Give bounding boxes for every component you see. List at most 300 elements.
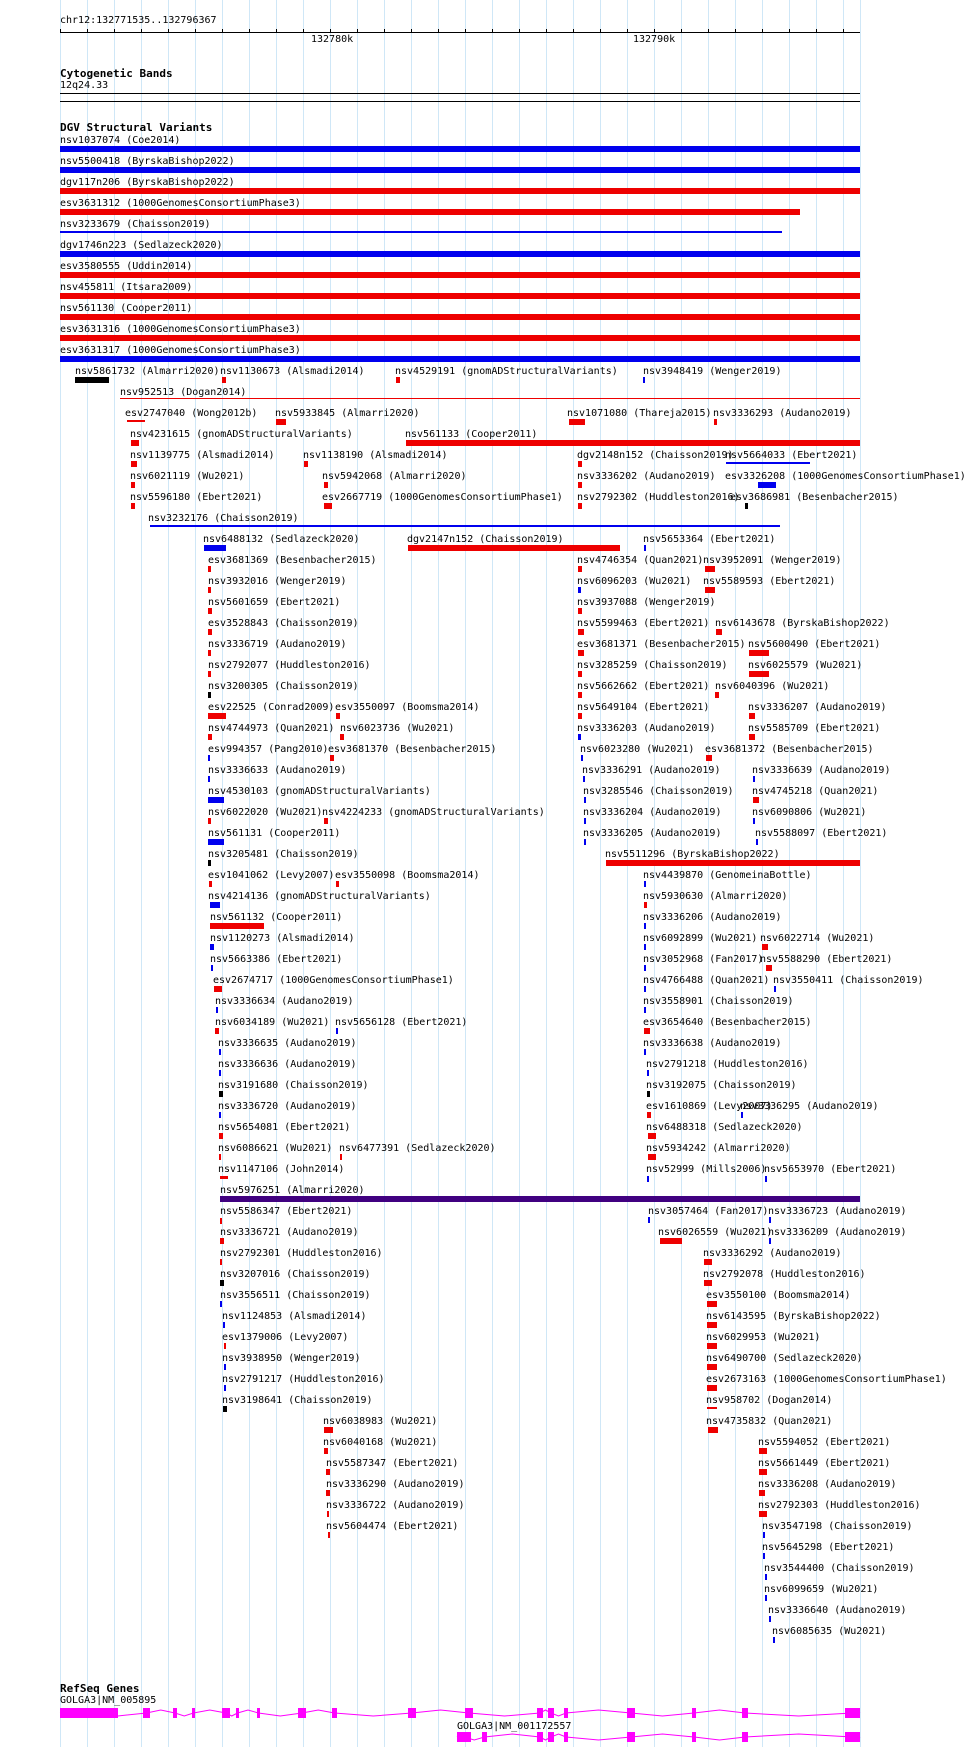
variant-label[interactable]: nsv1130673 (Alsmadi2014) [220,366,365,377]
variant-label[interactable]: nsv6021119 (Wu2021) [130,471,245,482]
variant-bar[interactable] [578,587,581,593]
variant-label[interactable]: nsv5589593 (Ebert2021) [703,576,836,587]
variant-label[interactable]: nsv3052968 (Fan2017) [643,954,764,965]
variant-bar[interactable] [340,734,344,740]
variant-bar[interactable] [340,1154,342,1160]
variant-bar[interactable] [644,965,646,971]
variant-label[interactable]: nsv3336639 (Audano2019) [752,765,891,776]
variant-bar[interactable] [276,419,286,425]
variant-bar[interactable] [716,629,722,635]
variant-label[interactable]: nsv5653364 (Ebert2021) [643,534,776,545]
variant-bar[interactable] [644,881,646,887]
variant-bar[interactable] [707,1385,717,1391]
variant-bar[interactable] [208,776,210,782]
variant-bar[interactable] [644,545,646,551]
variant-bar[interactable] [578,608,582,614]
variant-bar[interactable] [707,1364,717,1370]
variant-bar[interactable] [131,440,139,446]
variant-bar[interactable] [705,587,715,593]
variant-bar[interactable] [578,692,582,698]
variant-bar[interactable] [644,1049,646,1055]
variant-bar[interactable] [223,1322,225,1328]
variant-label[interactable]: esv1041062 (Levy2007) [208,870,335,881]
variant-bar[interactable] [208,734,212,740]
variant-bar[interactable] [208,755,210,761]
variant-label[interactable]: nsv5596180 (Ebert2021) [130,492,263,503]
variant-label[interactable]: nsv3336633 (Audano2019) [208,765,347,776]
variant-bar[interactable] [707,1407,717,1409]
variant-label[interactable]: nsv1124853 (Alsmadi2014) [222,1311,367,1322]
variant-bar[interactable] [578,461,582,467]
variant-bar[interactable] [578,734,581,740]
variant-label[interactable]: nsv1120273 (Alsmadi2014) [210,933,355,944]
variant-bar[interactable] [219,1112,221,1118]
variant-bar[interactable] [324,1427,333,1433]
variant-label[interactable]: esv3326208 (1000GenomesConsortiumPhase1) [725,471,966,482]
variant-label[interactable]: nsv3544400 (Chaisson2019) [764,1563,915,1574]
variant-bar[interactable] [644,944,646,950]
variant-label[interactable]: nsv3550411 (Chaisson2019) [773,975,924,986]
variant-bar[interactable] [759,1469,767,1475]
variant-bar[interactable] [60,188,860,194]
variant-bar[interactable] [769,1616,771,1622]
variant-label[interactable]: dgv1746n223 (Sedlazeck2020) [60,240,223,251]
variant-bar[interactable] [324,503,332,509]
variant-label[interactable]: nsv5588290 (Ebert2021) [760,954,893,965]
variant-label[interactable]: nsv4529191 (gnomADStructuralVariants) [395,366,618,377]
variant-bar[interactable] [647,1070,649,1076]
variant-bar[interactable] [715,692,719,698]
transcript-label[interactable]: GOLGA3|NM_005895 [60,1695,157,1706]
variant-bar[interactable] [583,776,585,782]
variant-label[interactable]: nsv6038983 (Wu2021) [323,1416,438,1427]
variant-label[interactable]: esv3550098 (Boomsma2014) [335,870,480,881]
variant-label[interactable]: nsv6490700 (Sedlazeck2020) [706,1353,863,1364]
variant-label[interactable]: nsv5604474 (Ebert2021) [326,1521,459,1532]
variant-bar[interactable] [215,1028,219,1034]
variant-label[interactable]: nsv5653970 (Ebert2021) [764,1164,897,1175]
variant-label[interactable]: nsv3336203 (Audano2019) [577,723,716,734]
variant-bar[interactable] [769,1238,771,1244]
variant-label[interactable]: esv3654640 (Besenbacher2015) [643,1017,812,1028]
variant-bar[interactable] [219,1154,221,1160]
variant-bar[interactable] [753,776,755,782]
variant-bar[interactable] [578,482,582,488]
variant-label[interactable]: nsv5662662 (Ebert2021) [577,681,710,692]
variant-label[interactable]: nsv5661449 (Ebert2021) [758,1458,891,1469]
variant-label[interactable]: nsv3192075 (Chaisson2019) [646,1080,797,1091]
variant-bar[interactable] [60,167,860,173]
variant-bar[interactable] [578,629,584,635]
variant-bar[interactable] [766,965,772,971]
variant-label[interactable]: nsv5656128 (Ebert2021) [335,1017,468,1028]
variant-label[interactable]: nsv3336721 (Audano2019) [220,1227,359,1238]
variant-label[interactable]: nsv3336206 (Audano2019) [643,912,782,923]
variant-label[interactable]: nsv3336209 (Audano2019) [768,1227,907,1238]
variant-bar[interactable] [741,1112,743,1118]
variant-label[interactable]: nsv2792078 (Huddleston2016) [703,1269,866,1280]
variant-label[interactable]: nsv2792302 (Huddleston2016) [577,492,740,503]
variant-bar[interactable] [749,713,755,719]
variant-label[interactable]: nsv3233679 (Chaisson2019) [60,219,211,230]
variant-label[interactable]: esv22525 (Conrad2009) [208,702,335,713]
variant-label[interactable]: nsv2791218 (Huddleston2016) [646,1059,809,1070]
variant-bar[interactable] [224,1343,226,1349]
variant-label[interactable]: dgv2147n152 (Chaisson2019) [407,534,564,545]
variant-bar[interactable] [408,545,620,551]
variant-label[interactable]: dgv117n206 (ByrskaBishop2022) [60,177,235,188]
variant-label[interactable]: nsv3336204 (Audano2019) [583,807,722,818]
variant-label[interactable]: nsv5934242 (Almarri2020) [646,1143,791,1154]
variant-bar[interactable] [220,1259,222,1265]
variant-bar[interactable] [210,944,214,950]
variant-bar[interactable] [211,965,213,971]
variant-label[interactable]: nsv5600490 (Ebert2021) [748,639,881,650]
variant-label[interactable]: nsv5601659 (Ebert2021) [208,597,341,608]
variant-label[interactable]: nsv4530103 (gnomADStructuralVariants) [208,786,431,797]
variant-bar[interactable] [644,1007,646,1013]
variant-bar[interactable] [60,356,860,362]
variant-label[interactable]: esv994357 (Pang2010) [208,744,329,755]
variant-label[interactable]: nsv1139775 (Alsmadi2014) [130,450,275,461]
variant-bar[interactable] [131,503,135,509]
variant-bar[interactable] [220,1238,224,1244]
variant-label[interactable]: nsv3948419 (Wenger2019) [643,366,782,377]
variant-bar[interactable] [396,377,400,383]
variant-label[interactable]: nsv3336722 (Audano2019) [326,1500,465,1511]
variant-bar[interactable] [765,1176,767,1182]
variant-label[interactable]: nsv3336634 (Audano2019) [215,996,354,1007]
gene-structure[interactable] [0,1705,890,1721]
variant-label[interactable]: nsv3336719 (Audano2019) [208,639,347,650]
variant-label[interactable]: nsv3336292 (Audano2019) [703,1248,842,1259]
variant-bar[interactable] [643,377,645,383]
variant-label[interactable]: nsv4766488 (Quan2021) [643,975,770,986]
variant-label[interactable]: esv3681371 (Besenbacher2015) [577,639,746,650]
variant-label[interactable]: nsv4745218 (Quan2021) [752,786,879,797]
variant-bar[interactable] [759,1448,767,1454]
variant-label[interactable]: nsv1037074 (Coe2014) [60,135,181,146]
variant-bar[interactable] [774,986,776,992]
variant-bar[interactable] [208,587,211,593]
variant-bar[interactable] [714,419,717,425]
variant-bar[interactable] [749,650,769,656]
variant-bar[interactable] [208,713,226,719]
variant-label[interactable]: nsv5587347 (Ebert2021) [326,1458,459,1469]
variant-label[interactable]: nsv6022020 (Wu2021) [208,807,323,818]
variant-bar[interactable] [324,818,328,824]
variant-label[interactable]: esv3580555 (Uddin2014) [60,261,193,272]
variant-bar[interactable] [578,713,582,719]
variant-bar[interactable] [208,608,212,614]
variant-label[interactable]: esv3631317 (1000GenomesConsortiumPhase3) [60,345,301,356]
variant-label[interactable]: dgv2148n152 (Chaisson2019) [577,450,734,461]
variant-label[interactable]: nsv6040168 (Wu2021) [323,1437,438,1448]
variant-label[interactable]: nsv3336293 (Audano2019) [713,408,852,419]
variant-label[interactable]: esv2674717 (1000GenomesConsortiumPhase1) [213,975,454,986]
variant-label[interactable]: nsv6086621 (Wu2021) [218,1143,333,1154]
variant-bar[interactable] [726,462,810,464]
variant-bar[interactable] [581,755,583,761]
variant-bar[interactable] [406,440,860,446]
variant-bar[interactable] [219,1070,221,1076]
variant-label[interactable]: nsv3556511 (Chaisson2019) [220,1290,371,1301]
variant-label[interactable]: esv2667719 (1000GenomesConsortiumPhase1) [322,492,563,503]
variant-label[interactable]: nsv3336638 (Audano2019) [643,1038,782,1049]
variant-label[interactable]: nsv561131 (Cooper2011) [208,828,341,839]
variant-bar[interactable] [208,629,212,635]
variant-label[interactable]: nsv1071080 (Thareja2015) [567,408,712,419]
variant-label[interactable]: nsv6025579 (Wu2021) [748,660,863,671]
variant-label[interactable]: nsv6096203 (Wu2021) [577,576,692,587]
variant-bar[interactable] [326,1469,330,1475]
variant-label[interactable]: nsv3336640 (Audano2019) [768,1605,907,1616]
variant-bar[interactable] [749,671,769,677]
variant-bar[interactable] [705,566,715,572]
variant-label[interactable]: nsv5933845 (Almarri2020) [275,408,420,419]
variant-bar[interactable] [210,923,264,929]
variant-label[interactable]: nsv2792303 (Huddleston2016) [758,1500,921,1511]
variant-label[interactable]: nsv6029953 (Wu2021) [706,1332,821,1343]
variant-bar[interactable] [336,713,340,719]
variant-label[interactable]: nsv4231615 (gnomADStructuralVariants) [130,429,353,440]
variant-label[interactable]: nsv3336723 (Audano2019) [768,1206,907,1217]
variant-label[interactable]: nsv5594052 (Ebert2021) [758,1437,891,1448]
variant-label[interactable]: nsv5930630 (Almarri2020) [643,891,788,902]
variant-bar[interactable] [647,1176,649,1182]
variant-label[interactable]: nsv561132 (Cooper2011) [210,912,343,923]
variant-bar[interactable] [220,1196,860,1202]
variant-label[interactable]: nsv5654081 (Ebert2021) [218,1122,351,1133]
variant-label[interactable]: nsv6034189 (Wu2021) [215,1017,330,1028]
variant-label[interactable]: nsv6143678 (ByrskaBishop2022) [715,618,890,629]
variant-label[interactable]: nsv3336207 (Audano2019) [748,702,887,713]
variant-label[interactable]: esv3550100 (Boomsma2014) [706,1290,851,1301]
variant-label[interactable]: esv2747040 (Wong2012b) [125,408,258,419]
variant-label[interactable]: nsv561133 (Cooper2011) [405,429,538,440]
variant-label[interactable]: nsv6488132 (Sedlazeck2020) [203,534,360,545]
variant-bar[interactable] [648,1154,656,1160]
variant-bar[interactable] [584,797,586,803]
variant-bar[interactable] [763,1532,765,1538]
variant-label[interactable]: nsv952513 (Dogan2014) [120,387,247,398]
variant-label[interactable]: nsv5586347 (Ebert2021) [220,1206,353,1217]
variant-label[interactable]: nsv4224233 (gnomADStructuralVariants) [322,807,545,818]
variant-bar[interactable] [758,482,776,488]
variant-bar[interactable] [131,461,137,467]
variant-label[interactable]: esv3550097 (Boomsma2014) [335,702,480,713]
variant-bar[interactable] [584,818,586,824]
variant-bar[interactable] [204,545,226,551]
variant-label[interactable]: nsv6026559 (Wu2021) [658,1227,773,1238]
variant-label[interactable]: nsv3057464 (Fan2017) [648,1206,769,1217]
variant-label[interactable]: nsv6092899 (Wu2021) [643,933,758,944]
variant-bar[interactable] [120,398,860,399]
variant-bar[interactable] [336,881,339,887]
variant-label[interactable]: nsv2792301 (Huddleston2016) [220,1248,383,1259]
transcript-label[interactable]: GOLGA3|NM_001172557 [457,1721,572,1732]
variant-bar[interactable] [773,1637,775,1643]
variant-bar[interactable] [60,209,800,215]
variant-bar[interactable] [219,1091,223,1097]
variant-label[interactable]: nsv3232176 (Chaisson2019) [148,513,299,524]
variant-bar[interactable] [223,1406,227,1412]
variant-bar[interactable] [763,1553,765,1559]
variant-bar[interactable] [60,314,860,320]
variant-bar[interactable] [60,251,860,257]
variant-bar[interactable] [150,525,780,527]
variant-bar[interactable] [708,1427,718,1433]
variant-bar[interactable] [647,1112,651,1118]
variant-label[interactable]: nsv3336636 (Audano2019) [218,1059,357,1070]
variant-label[interactable]: nsv5500418 (ByrskaBishop2022) [60,156,235,167]
variant-bar[interactable] [219,1049,221,1055]
variant-label[interactable]: nsv5663386 (Ebert2021) [210,954,343,965]
variant-bar[interactable] [749,734,755,740]
variant-bar[interactable] [660,1238,682,1244]
variant-bar[interactable] [304,461,308,467]
variant-bar[interactable] [224,1364,226,1370]
variant-label[interactable]: nsv52999 (Mills2006) [646,1164,767,1175]
variant-bar[interactable] [60,335,860,341]
variant-bar[interactable] [644,902,647,908]
variant-bar[interactable] [578,671,582,677]
variant-label[interactable]: nsv3547198 (Chaisson2019) [762,1521,913,1532]
variant-label[interactable]: nsv3937088 (Wenger2019) [577,597,716,608]
variant-label[interactable]: esv3631316 (1000GenomesConsortiumPhase3) [60,324,301,335]
variant-bar[interactable] [222,377,226,383]
variant-label[interactable]: nsv4744973 (Quan2021) [208,723,335,734]
variant-label[interactable]: nsv5588097 (Ebert2021) [755,828,888,839]
variant-bar[interactable] [219,1133,223,1139]
variant-label[interactable]: nsv2792077 (Huddleston2016) [208,660,371,671]
variant-label[interactable]: nsv5511296 (ByrskaBishop2022) [605,849,780,860]
variant-bar[interactable] [330,755,334,761]
variant-bar[interactable] [220,1218,222,1224]
variant-bar[interactable] [647,1091,650,1097]
variant-bar[interactable] [707,1322,717,1328]
variant-bar[interactable] [208,566,211,572]
variant-bar[interactable] [328,1532,330,1538]
variant-label[interactable]: nsv5976251 (Almarri2020) [220,1185,365,1196]
variant-label[interactable]: nsv5585709 (Ebert2021) [748,723,881,734]
variant-label[interactable]: nsv3336635 (Audano2019) [218,1038,357,1049]
variant-bar[interactable] [606,860,860,866]
variant-bar[interactable] [578,566,582,572]
variant-bar[interactable] [648,1217,650,1223]
variant-bar[interactable] [60,231,782,233]
variant-bar[interactable] [60,146,860,152]
variant-bar[interactable] [769,1217,771,1223]
variant-label[interactable]: nsv5942068 (Almarri2020) [322,471,467,482]
variant-label[interactable]: nsv6022714 (Wu2021) [760,933,875,944]
variant-bar[interactable] [753,797,759,803]
variant-label[interactable]: esv3528843 (Chaisson2019) [208,618,359,629]
variant-label[interactable]: nsv1147106 (John2014) [218,1164,345,1175]
variant-label[interactable]: nsv3336205 (Audano2019) [583,828,722,839]
variant-label[interactable]: nsv3191680 (Chaisson2019) [218,1080,369,1091]
variant-label[interactable]: nsv3336291 (Audano2019) [582,765,721,776]
variant-bar[interactable] [208,797,224,803]
variant-bar[interactable] [216,1007,218,1013]
variant-bar[interactable] [324,1448,328,1454]
variant-bar[interactable] [210,902,220,908]
variant-bar[interactable] [60,293,860,299]
variant-bar[interactable] [745,503,748,509]
variant-label[interactable]: esv1610869 (Levy2007) [646,1101,773,1112]
variant-label[interactable]: nsv5599463 (Ebert2021) [577,618,710,629]
variant-label[interactable]: nsv6085635 (Wu2021) [772,1626,887,1637]
variant-bar[interactable] [765,1574,767,1580]
variant-bar[interactable] [220,1280,224,1286]
variant-label[interactable]: nsv6099659 (Wu2021) [764,1584,879,1595]
variant-bar[interactable] [131,482,135,488]
variant-label[interactable]: nsv5664033 (Ebert2021) [725,450,858,461]
variant-label[interactable]: nsv5649104 (Ebert2021) [577,702,710,713]
variant-bar[interactable] [765,1595,767,1601]
variant-label[interactable]: nsv6488318 (Sedlazeck2020) [646,1122,803,1133]
variant-bar[interactable] [214,986,222,992]
variant-bar[interactable] [644,1028,650,1034]
variant-label[interactable]: nsv6023736 (Wu2021) [340,723,455,734]
variant-bar[interactable] [208,650,211,656]
variant-bar[interactable] [644,923,646,929]
variant-bar[interactable] [75,377,109,383]
variant-label[interactable]: nsv4214136 (gnomADStructuralVariants) [208,891,431,902]
variant-label[interactable]: nsv3336290 (Audano2019) [326,1479,465,1490]
variant-bar[interactable] [208,860,211,866]
variant-bar[interactable] [584,839,586,845]
variant-bar[interactable] [759,1511,767,1517]
variant-label[interactable]: esv3686981 (Besenbacher2015) [730,492,899,503]
variant-label[interactable]: nsv6143595 (ByrskaBishop2022) [706,1311,881,1322]
gene-structure[interactable] [0,1729,890,1745]
variant-label[interactable]: nsv1138190 (Alsmadi2014) [303,450,448,461]
variant-label[interactable]: nsv5861732 (Almarri2020) [75,366,220,377]
variant-label[interactable]: nsv4439870 (GenomeinaBottle) [643,870,812,881]
variant-label[interactable]: nsv6477391 (Sedlazeck2020) [339,1143,496,1154]
variant-label[interactable]: esv3681372 (Besenbacher2015) [705,744,874,755]
variant-bar[interactable] [60,272,860,278]
variant-label[interactable]: esv2673163 (1000GenomesConsortiumPhase1) [706,1374,947,1385]
variant-bar[interactable] [707,1301,717,1307]
variant-label[interactable]: nsv4735832 (Quan2021) [706,1416,833,1427]
variant-bar[interactable] [578,503,582,509]
variant-label[interactable]: nsv3932016 (Wenger2019) [208,576,347,587]
variant-label[interactable]: nsv2791217 (Huddleston2016) [222,1374,385,1385]
variant-bar[interactable] [762,944,768,950]
variant-bar[interactable] [569,419,585,425]
variant-bar[interactable] [578,650,584,656]
variant-label[interactable]: nsv3336202 (Audano2019) [577,471,716,482]
variant-bar[interactable] [208,818,211,824]
variant-label[interactable]: nsv4746354 (Quan2021) [577,555,704,566]
variant-bar[interactable] [756,839,758,845]
variant-bar[interactable] [209,881,212,887]
variant-bar[interactable] [706,755,712,761]
variant-label[interactable]: esv3631312 (1000GenomesConsortiumPhase3) [60,198,301,209]
variant-bar[interactable] [220,1301,222,1307]
variant-label[interactable]: nsv455811 (Itsara2009) [60,282,193,293]
variant-bar[interactable] [648,1133,656,1139]
variant-label[interactable]: nsv3558901 (Chaisson2019) [643,996,794,1007]
variant-label[interactable]: nsv3205481 (Chaisson2019) [208,849,359,860]
variant-bar[interactable] [208,692,211,698]
variant-label[interactable]: nsv3285259 (Chaisson2019) [577,660,728,671]
variant-bar[interactable] [707,1343,717,1349]
variant-label[interactable]: nsv3336720 (Audano2019) [218,1101,357,1112]
variant-label[interactable]: nsv3938950 (Wenger2019) [222,1353,361,1364]
